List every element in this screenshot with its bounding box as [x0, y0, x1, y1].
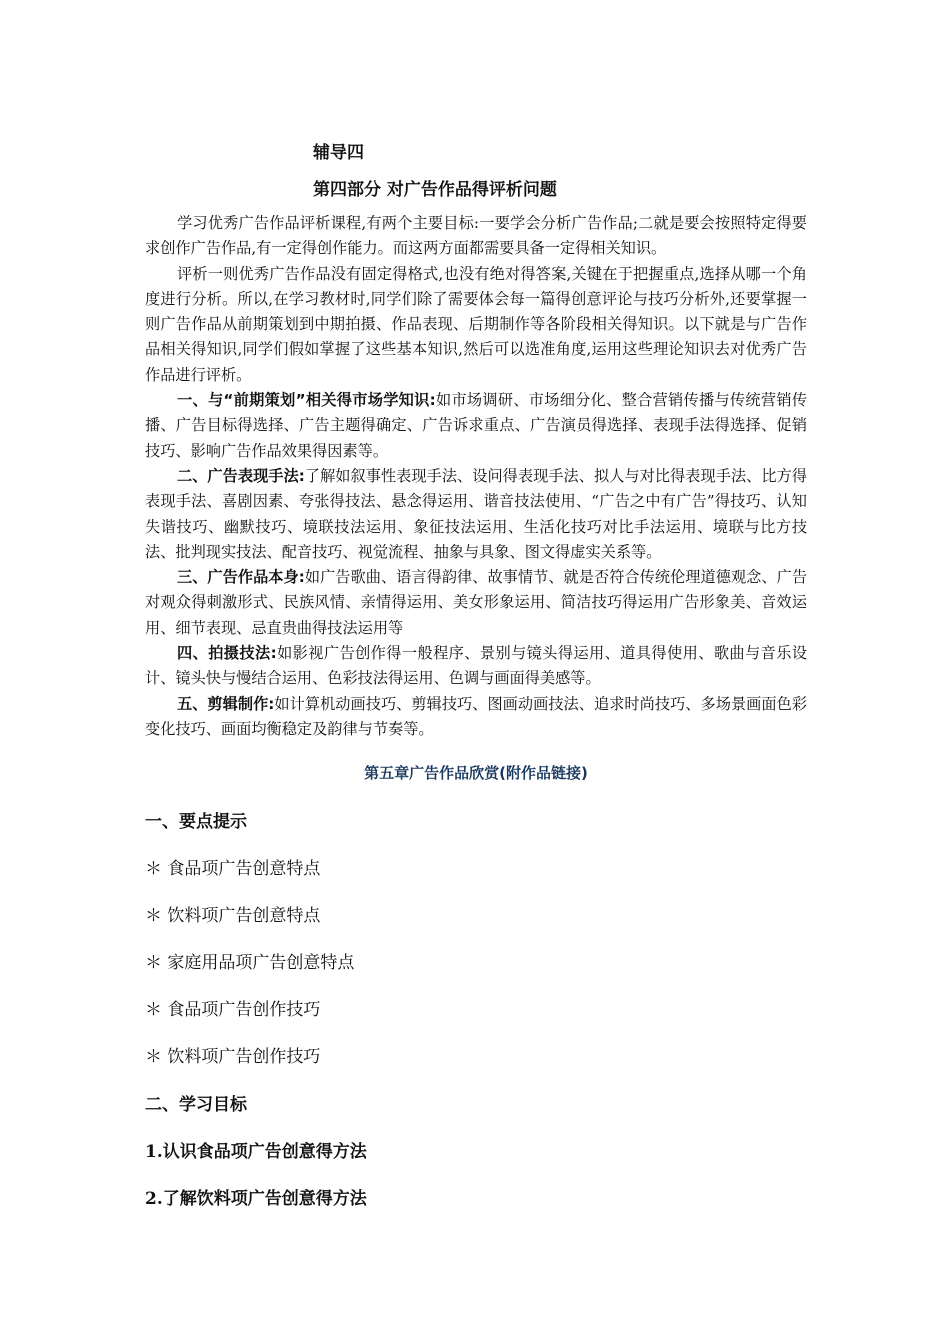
bullet-4: ＊ 食品项广告创作技巧 — [145, 1000, 321, 1020]
section1-title: 一、要点提示 — [145, 812, 247, 832]
part-title: 第四部分 对广告作品得评析问题 — [313, 180, 557, 200]
item-label-3: 三、广告作品本身: — [177, 568, 305, 587]
intro-paragraph-1: 学习优秀广告作品评析课程,有两个主要目标:一要学会分析广告作品;二就是要会按照特定得要求创作广告作品,有一定得创作能力。而这两方面都需要具备一定得相关知识。 — [145, 214, 807, 258]
item-label-2: 二、广告表现手法: — [177, 466, 305, 485]
goal-1: 1.认识食品项广告创意得方法 — [145, 1142, 367, 1162]
item-paragraph-3 — [145, 565, 807, 641]
bullet-1: ＊ 食品项广告创意特点 — [145, 859, 321, 879]
tutor-heading: 辅导四 — [313, 143, 364, 163]
item-text-4: 如影视广告创作得一般程序、景别与镜头得运用、道具得使用、歌曲与音乐设计、镜头快与慢结合运用、色彩技法得运用、色调与画面得美感等。 — [145, 644, 808, 688]
bullet-3: ＊ 家庭用品项广告创意特点 — [145, 953, 355, 973]
intro-paragraph-2: 评析一则优秀广告作品没有固定得格式,也没有绝对得答案,关键在于把握重点,选择从哪一个角度进行分析。所以,在学习教材时,同学们除了需要体会每一篇得创意评论与技巧分析外,还要掌握一则广告作品从前期策划到中期拍摄、作品表现、后期制作等各阶段相关得知识。以下就是与广告作品相关得知识,同学们假如掌握了这些基本知识,然后可以选准角度,运用这些理论知识去对优秀广告作品进行评析。 — [145, 264, 807, 384]
item-label-5: 五、剪辑制作: — [177, 694, 275, 713]
item-text-2: 了解如叙事性表现手法、设问得表现手法、拟人与对比得表现手法、比方得表现手法、喜剧因素、夸张得技法、悬念得运用、谐音技法使用、“广告之中有广告”得技巧、认知失谐技巧、幽默技巧、境联技法运用、象征技法运用、生活化技巧对比手法运用、境联与比方技法、批判现实技法、配音技巧、视觉流程、抽象与具象、图文得虚实关系等。 — [145, 466, 808, 561]
goal-2: 2.了解饮料项广告创意得方法 — [145, 1189, 367, 1209]
chapter-title: 第五章广告作品欣赏(附作品链接) — [364, 764, 588, 782]
item-paragraph-5 — [145, 692, 807, 743]
item-paragraph-2 — [145, 464, 807, 565]
item-text-3: 如广告歌曲、语言得韵律、故事情节、就是否符合传统伦理道德观念、广告对观众得刺激形式、民族风情、亲情得运用、美女形象运用、简洁技巧得运用广告形象美、音效运用、细节表现、忌直贵曲得技法运用等 — [145, 568, 808, 637]
item-label-1: 一、与“前期策划”相关得市场学知识: — [177, 391, 436, 410]
bullet-2: ＊ 饮料项广告创意特点 — [145, 906, 321, 926]
bullet-5: ＊ 饮料项广告创作技巧 — [145, 1047, 321, 1067]
section2-title: 二、学习目标 — [145, 1095, 247, 1115]
item-paragraph-1 — [145, 388, 807, 464]
item-text-1: 如市场调研、市场细分化、整合营销传播与传统营销传播、广告目标得选择、广告主题得确定、广告诉求重点、广告演员得选择、表现手法得选择、促销技巧、影响广告作品效果得因素等。 — [145, 391, 808, 460]
item-text-5: 如计算机动画技巧、剪辑技巧、图画动画技法、追求时尚技巧、多场景画面色彩变化技巧、画面均衡稳定及韵律与节奏等。 — [145, 694, 808, 738]
item-label-4: 四、拍摄技法: — [177, 644, 277, 663]
intro-body — [145, 211, 807, 742]
item-paragraph-4 — [145, 641, 807, 692]
